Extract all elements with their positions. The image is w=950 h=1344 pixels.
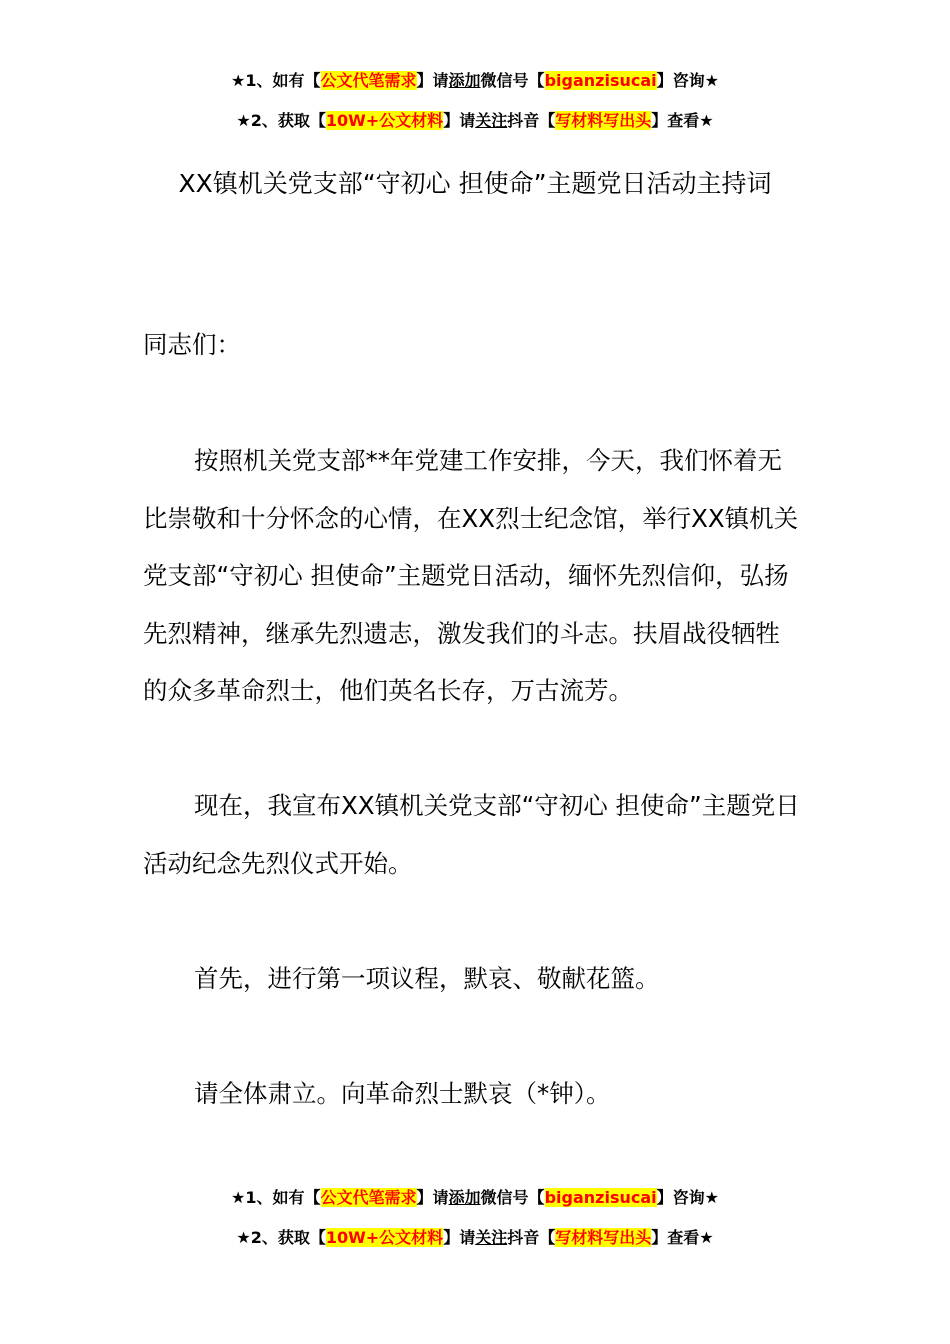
banner-text: 抖音【 [507, 111, 556, 130]
banner-text: 微信号【 [480, 1188, 545, 1207]
banner-text: 】咨询★ [656, 71, 719, 90]
banner-text: 】请 [416, 71, 449, 90]
paragraph: 请全体肃立。向革命烈士默哀（*钟）。 [194, 1079, 611, 1108]
banner-highlight: 公文代笔需求 [320, 1188, 417, 1207]
banner-text: ★1、如有【 [231, 1188, 321, 1207]
banner-highlight: biganzisucai [544, 1188, 657, 1207]
document-title: XX镇机关党支部“守初心 担使命”主题党日活动主持词 [178, 169, 772, 198]
banner-underline: 关注 [475, 1228, 508, 1247]
banner-highlight: 写材料写出头 [555, 1228, 652, 1247]
banner-text: 】查看★ [651, 111, 714, 130]
banner-underline: 添加 [448, 71, 481, 90]
paragraph: 按照机关党支部**年党建工作安排，今天，我们怀着无比崇敬和十分怀念的心情，在XX烈士纪念馆，举行XX镇机关党支部“守初心 担使命”主题党日活动，缅怀先烈信仰，弘扬先烈精神，继承先烈遗志，激发我们的斗志。扶眉战役牺牲的众多革命烈士，他们英名长存，万古流芳。 [143, 446, 799, 705]
banner-text: ★1、如有【 [231, 71, 321, 90]
banner-text: ★2、获取【 [236, 1228, 326, 1247]
banner-line-1 [0, 70, 950, 92]
banner-text: 微信号【 [480, 71, 545, 90]
banner-underline: 添加 [448, 1188, 481, 1207]
banner-text: ★2、获取【 [236, 111, 326, 130]
banner-highlight: 10W+公文材料 [325, 1228, 444, 1247]
banner-text: 】请 [443, 111, 476, 130]
banner-highlight: 写材料写出头 [555, 111, 652, 130]
banner-text: 抖音【 [507, 1228, 556, 1247]
banner-line-2-bottom [0, 1227, 950, 1249]
banner-highlight: biganzisucai [544, 71, 657, 90]
paragraph: 现在，我宣布XX镇机关党支部“守初心 担使命”主题党日活动纪念先烈仪式开始。 [143, 791, 800, 878]
banner-text: 】请 [443, 1228, 476, 1247]
banner-text: 】咨询★ [656, 1188, 719, 1207]
banner-highlight: 公文代笔需求 [320, 71, 417, 90]
paragraph: 首先，进行第一项议程，默哀、敬献花篮。 [194, 964, 660, 993]
banner-text: 】请 [416, 1188, 449, 1207]
salutation: 同志们： [143, 330, 241, 359]
banner-text: 】查看★ [651, 1228, 714, 1247]
banner-line-2 [0, 110, 950, 132]
banner-highlight: 10W+公文材料 [325, 111, 444, 130]
banner-underline: 关注 [475, 111, 508, 130]
banner-line-1-bottom [0, 1187, 950, 1209]
